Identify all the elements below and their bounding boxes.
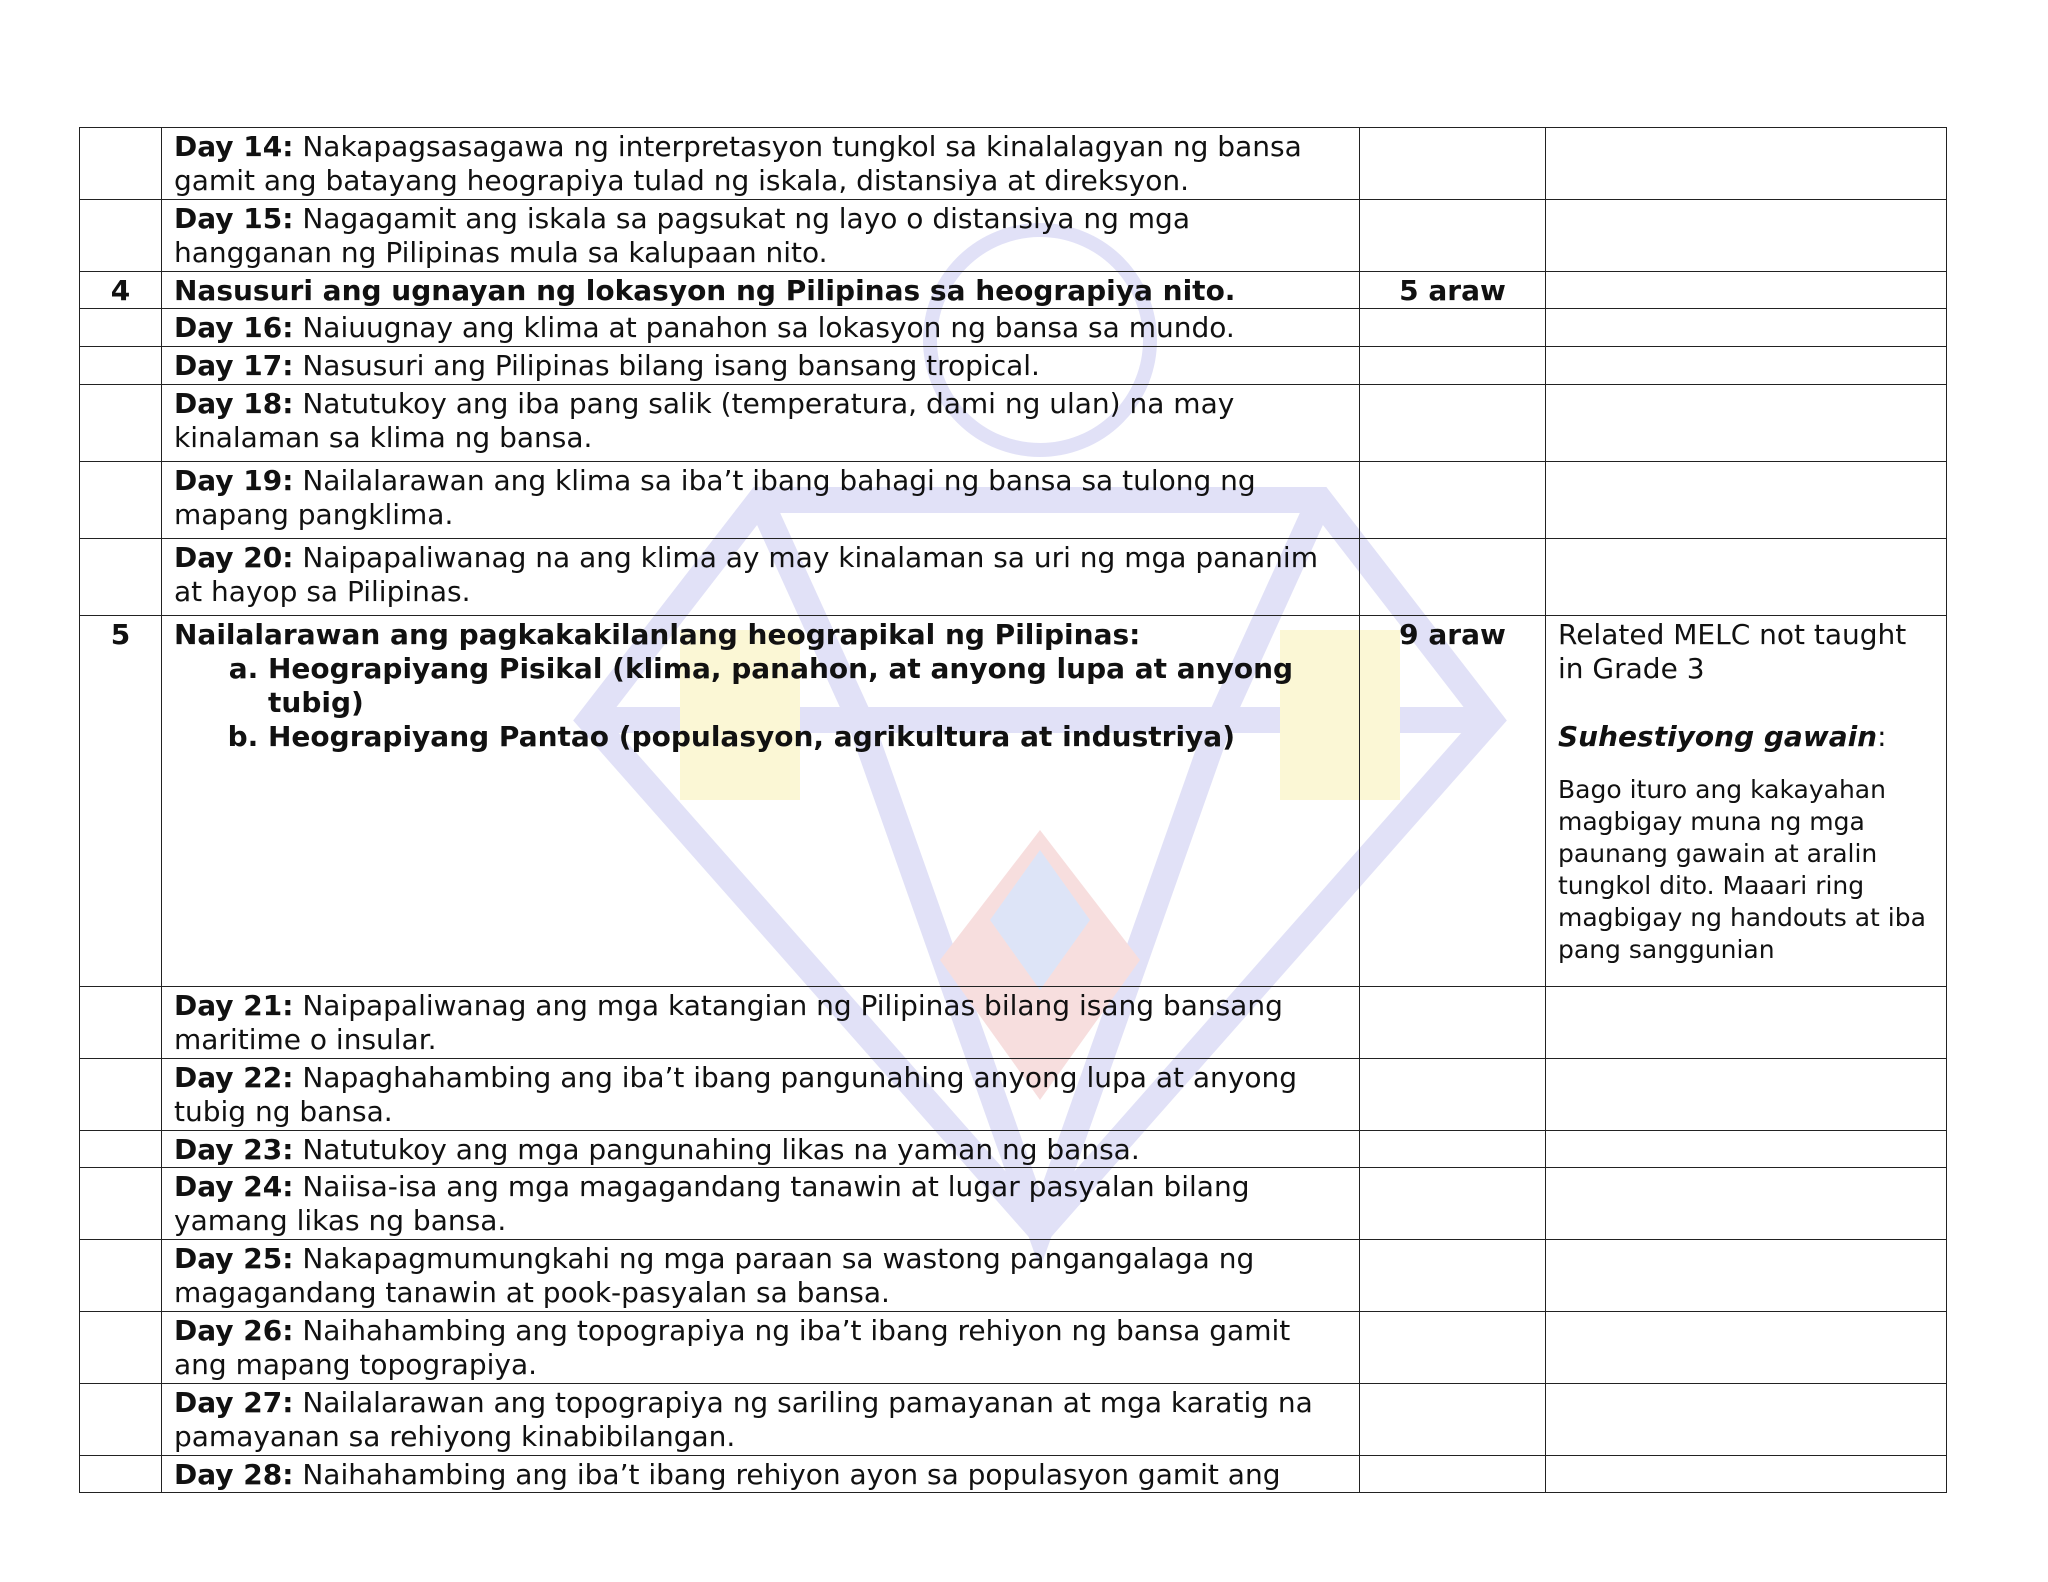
competency-text: Naiuugnay ang klima at panahon sa lokasyon ng bansa sa mundo. xyxy=(293,311,1235,344)
competency-text: Nailalarawan ang klima sa iba’t ibang bahagi ng bansa sa tulong ng mapang pangklima. xyxy=(174,464,1256,531)
competency-cell xyxy=(162,1312,1360,1384)
competency-cell xyxy=(162,1240,1360,1312)
competency-text: Naihahambing ang iba’t ibang rehiyon ayon sa populasyon gamit ang xyxy=(293,1458,1281,1491)
table-row xyxy=(80,385,1947,462)
table-row xyxy=(80,1059,1947,1131)
competency-cell xyxy=(162,1131,1360,1168)
days-cell xyxy=(1360,1384,1546,1456)
days-cell xyxy=(1360,347,1546,385)
competency-text: Naipapaliwanag ang mga katangian ng Pilipinas bilang isang bansang maritime o insular. xyxy=(174,989,1283,1056)
day-label: Day 14: xyxy=(174,130,294,163)
table-row xyxy=(80,128,1947,200)
table-row xyxy=(80,1456,1947,1493)
row-number-cell xyxy=(80,1131,162,1168)
competency-cell xyxy=(162,616,1360,987)
notes-suggestion-line xyxy=(1558,720,1934,754)
competency-heading: Nailalarawan ang pagkakakilanlang heograpikal ng Pilipinas: xyxy=(174,618,1141,651)
days-cell xyxy=(1360,1312,1546,1384)
table-row xyxy=(80,1384,1947,1456)
competency-cell xyxy=(162,1456,1360,1493)
days-cell xyxy=(1360,1059,1546,1131)
competency-text: Naipapaliwanag na ang klima ay may kinalaman sa uri ng mga pananim at hayop sa Pilipinas. xyxy=(174,541,1318,608)
table-row xyxy=(80,309,1947,347)
row-number-cell xyxy=(80,987,162,1059)
competency-cell xyxy=(162,539,1360,616)
notes-cell xyxy=(1546,347,1947,385)
table-row xyxy=(80,616,1947,987)
row-number-cell: 5 xyxy=(80,616,162,987)
competency-cell xyxy=(162,200,1360,272)
notes-cell xyxy=(1546,1131,1947,1168)
days-cell xyxy=(1360,128,1546,200)
row-number-cell xyxy=(80,200,162,272)
notes-cell xyxy=(1546,1456,1947,1493)
curriculum-table xyxy=(79,127,1947,1493)
day-label: Day 22: xyxy=(174,1061,294,1094)
competency-text: Nagagamit ang iskala sa pagsukat ng layo o distansiya ng mga hangganan ng Pilipinas mula sa kalupaan nito. xyxy=(174,202,1190,269)
competency-subitems xyxy=(174,652,1347,754)
days-cell: 9 araw xyxy=(1360,616,1546,987)
competency-text: Natutukoy ang mga pangunahing likas na yaman ng bansa. xyxy=(293,1133,1140,1166)
row-number-cell xyxy=(80,309,162,347)
competency-text: Naihahambing ang topograpiya ng iba’t ibang rehiyon ng bansa gamit ang mapang topograpiya. xyxy=(174,1314,1291,1381)
table-row xyxy=(80,1131,1947,1168)
notes-cell xyxy=(1546,539,1947,616)
notes-main: Related MELC not taught in Grade 3 xyxy=(1558,618,1907,685)
notes-cell xyxy=(1546,272,1947,309)
days-cell xyxy=(1360,1131,1546,1168)
notes-cell xyxy=(1546,616,1947,987)
notes-suggestion-body: Bago ituro ang kakayahan magbigay muna ng mga paunang gawain at aralin tungkol dito. Maaari ring magbigay ng handouts at iba pang sanggunian xyxy=(1558,775,1926,964)
notes-suggestion-colon: : xyxy=(1877,720,1887,753)
table-row xyxy=(80,200,1947,272)
table-row xyxy=(80,1240,1947,1312)
notes-cell xyxy=(1546,128,1947,200)
row-number-cell xyxy=(80,128,162,200)
days-cell xyxy=(1360,1456,1546,1493)
notes-cell xyxy=(1546,1240,1947,1312)
day-label: Day 26: xyxy=(174,1314,294,1347)
competency-text: Nakapagmumungkahi ng mga paraan sa wastong pangangalaga ng magagandang tanawin at pook-pasyalan sa bansa. xyxy=(174,1242,1255,1309)
day-label: Day 24: xyxy=(174,1170,294,1203)
table-row xyxy=(80,987,1947,1059)
days-cell: 5 araw xyxy=(1360,272,1546,309)
table-row xyxy=(80,462,1947,539)
day-label: Day 20: xyxy=(174,541,294,574)
row-number-cell xyxy=(80,347,162,385)
notes-cell xyxy=(1546,462,1947,539)
competency-cell xyxy=(162,1168,1360,1240)
competency-cell xyxy=(162,1384,1360,1456)
notes-cell xyxy=(1546,987,1947,1059)
competency-text: Nakapagsasagawa ng interpretasyon tungkol sa kinalalagyan ng bansa gamit ang batayang heograpiya tulad ng iskala, distansiya at direksyon. xyxy=(174,130,1302,197)
notes-cell xyxy=(1546,1059,1947,1131)
row-number-cell xyxy=(80,1240,162,1312)
row-number-cell xyxy=(80,1456,162,1493)
table-row xyxy=(80,347,1947,385)
competency-text: Nailalarawan ang topograpiya ng sariling pamayanan at mga karatig na pamayanan sa rehiyong kinabibilangan. xyxy=(174,1386,1313,1453)
table-row xyxy=(80,1168,1947,1240)
notes-suggestion-title: Suhestiyong gawain xyxy=(1558,720,1878,753)
competency-cell xyxy=(162,309,1360,347)
day-label: Day 28: xyxy=(174,1458,294,1491)
competency-cell xyxy=(162,1059,1360,1131)
day-label: Day 19: xyxy=(174,464,294,497)
competency-cell xyxy=(162,128,1360,200)
competency-text: Nasusuri ang Pilipinas bilang isang bansang tropical. xyxy=(293,349,1040,382)
notes-cell xyxy=(1546,1312,1947,1384)
day-label: Day 23: xyxy=(174,1133,294,1166)
competency-heading: Nasusuri ang ugnayan ng lokasyon ng Pilipinas sa heograpiya nito. xyxy=(162,272,1360,309)
list-item: a. Heograpiyang Pisikal (klima, panahon, at anyong lupa at anyong tubig) xyxy=(268,652,1347,720)
table-row xyxy=(80,272,1947,309)
table-row xyxy=(80,539,1947,616)
row-number-cell xyxy=(80,1168,162,1240)
row-number-cell xyxy=(80,385,162,462)
day-label: Day 25: xyxy=(174,1242,294,1275)
day-label: Day 18: xyxy=(174,387,294,420)
days-cell xyxy=(1360,385,1546,462)
row-number-cell xyxy=(80,1312,162,1384)
row-number-cell xyxy=(80,539,162,616)
table-row xyxy=(80,1312,1947,1384)
notes-cell xyxy=(1546,200,1947,272)
day-label: Day 21: xyxy=(174,989,294,1022)
competency-cell xyxy=(162,462,1360,539)
list-item: b. Heograpiyang Pantao (populasyon, agrikultura at industriya) xyxy=(268,720,1347,754)
day-label: Day 15: xyxy=(174,202,294,235)
days-cell xyxy=(1360,539,1546,616)
row-number-cell xyxy=(80,462,162,539)
notes-cell xyxy=(1546,385,1947,462)
day-label: Day 17: xyxy=(174,349,294,382)
row-number-cell xyxy=(80,1059,162,1131)
days-cell xyxy=(1360,1168,1546,1240)
days-cell xyxy=(1360,462,1546,539)
day-label: Day 27: xyxy=(174,1386,294,1419)
competency-cell xyxy=(162,385,1360,462)
days-cell xyxy=(1360,200,1546,272)
days-cell xyxy=(1360,1240,1546,1312)
notes-cell xyxy=(1546,1384,1947,1456)
competency-text: Napaghahambing ang iba’t ibang pangunahing anyong lupa at anyong tubig ng bansa. xyxy=(174,1061,1297,1128)
competency-cell xyxy=(162,987,1360,1059)
competency-text: Natutukoy ang iba pang salik (temperatura, dami ng ulan) na may kinalaman sa klima ng bansa. xyxy=(174,387,1235,454)
row-number-cell xyxy=(80,1384,162,1456)
days-cell xyxy=(1360,987,1546,1059)
notes-cell xyxy=(1546,1168,1947,1240)
competency-text: Naiisa-isa ang mga magagandang tanawin at lugar pasyalan bilang yamang likas ng bansa. xyxy=(174,1170,1250,1237)
days-cell xyxy=(1360,309,1546,347)
notes-cell xyxy=(1546,309,1947,347)
day-label: Day 16: xyxy=(174,311,294,344)
competency-cell xyxy=(162,347,1360,385)
row-number-cell: 4 xyxy=(80,272,162,309)
